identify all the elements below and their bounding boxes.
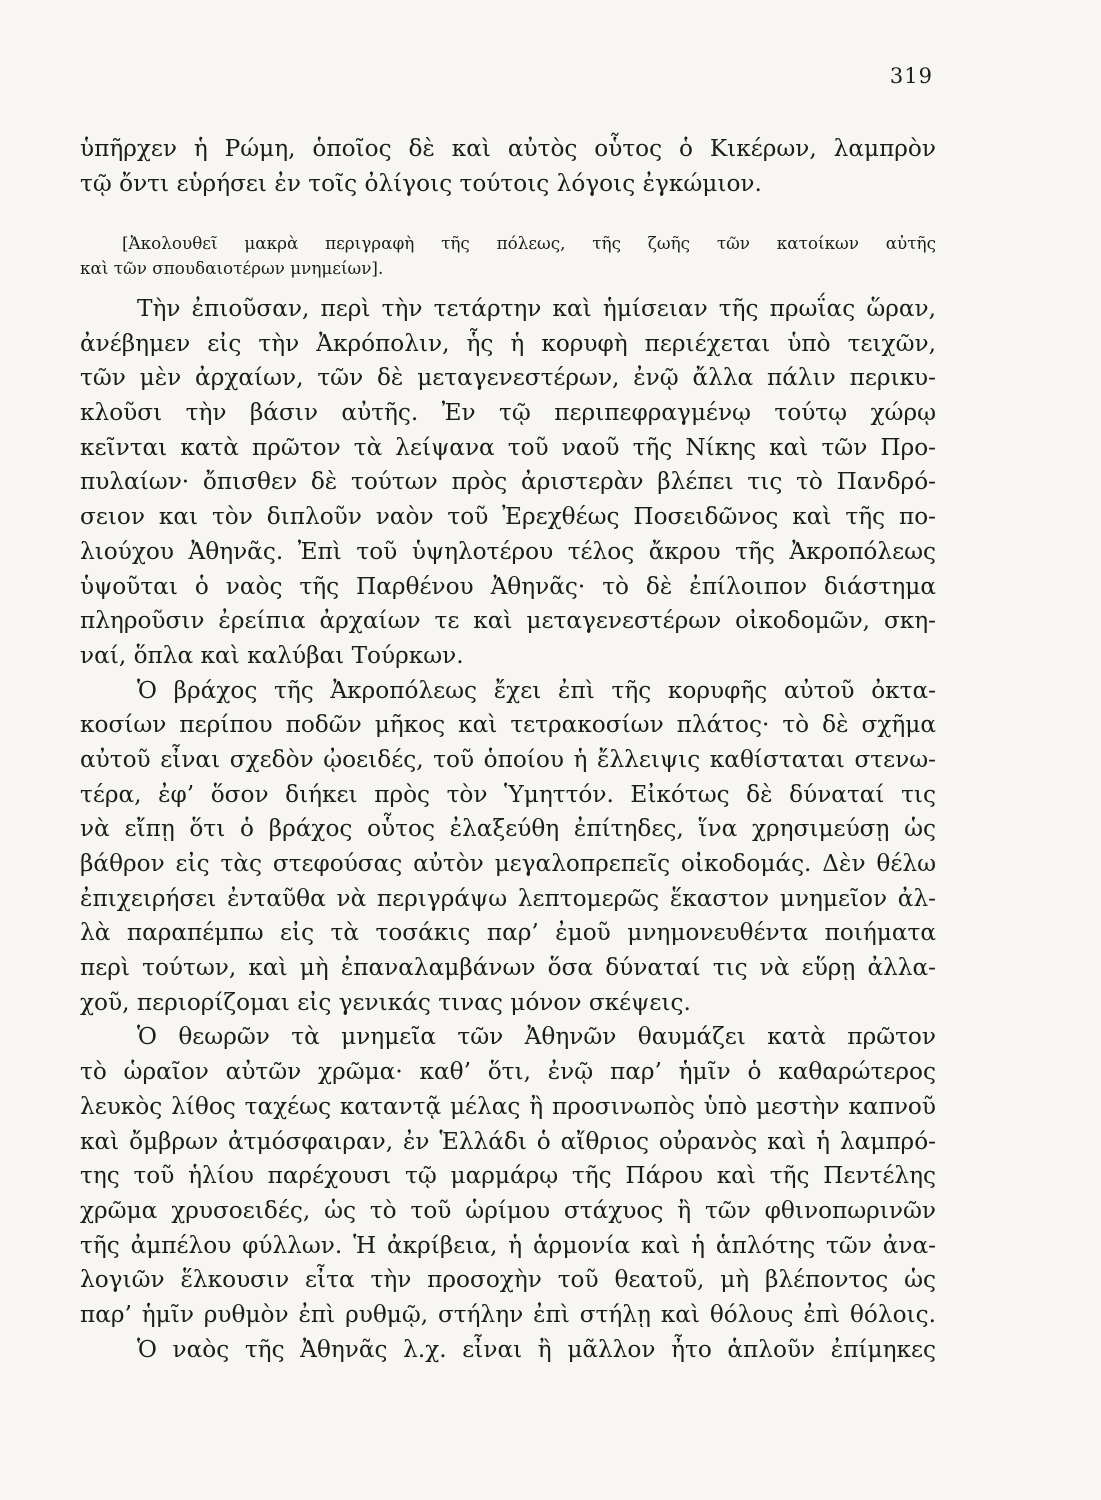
text-line: λογιῶν ἕλκουσιν εἶτα τὴν προσοχὴν τοῦ θεατοῦ, μὴ βλέποντος ὡς (80, 1266, 936, 1294)
text-line: πυλαίων· ὄπισθεν δὲ τούτων πρὸς ἀριστερὰν βλέπει τις τὸ Πανδρό- (80, 468, 936, 496)
text-line: κεῖνται κατὰ πρῶτον τὰ λείψανα τοῦ ναοῦ τῆς Νίκης καὶ τῶν Προ- (80, 433, 936, 461)
text-line: λιούχου Ἀθηνᾶς. Ἐπὶ τοῦ ὑψηλοτέρου τέλος ἄκρου τῆς Ἀκροπόλεως (80, 537, 936, 565)
main-text (80, 292, 936, 1367)
text-line: ὑπῆρχεν ἡ Ρώμη, ὁποῖος δὲ καὶ αὐτὸς οὗτος ὁ Κικέρων, λαμπρὸν (80, 135, 936, 162)
text-line: λὰ παραπέμπω εἰς τὰ τοσάκις παρ’ ἐμοῦ μνημονευθέντα ποιήματα (80, 919, 936, 947)
text-line: περὶ τούτων, καὶ μὴ ἐπαναλαμβάνων ὅσα δύναταί τις νὰ εὕρῃ ἀλλα- (80, 954, 936, 982)
text-line: παρ’ ἡμῖν ρυθμὸν ἐπὶ ρυθμῷ, στήλην ἐπὶ στήλῃ καὶ θόλους ἐπὶ θόλοις. (80, 1300, 936, 1328)
note-line: [Ἀκολουθεῖ μακρὰ περιγραφὴ τῆς πόλεως, τῆς ζωῆς τῶν κατοίκων αὐτῆς (122, 233, 936, 253)
note-line: καὶ τῶν σπουδαιοτέρων μνημείων]. (80, 258, 384, 278)
text-line: ὑψοῦται ὁ ναὸς τῆς Παρθένου Ἀθηνᾶς· τὸ δὲ ἐπίλοιπον διάστημα (80, 572, 936, 600)
text-line: νὰ εἴπῃ ὅτι ὁ βράχος οὗτος ἐλαξεύθη ἐπίτηδες, ἵνα χρησιμεύσῃ ὡς (80, 815, 936, 843)
text-line: κλοῦσι τὴν βάσιν αὐτῆς. Ἐν τῷ περιπεφραγμένῳ τούτῳ χώρῳ (80, 399, 936, 427)
text-line: βάθρον εἰς τὰς στεφούσας αὐτὸν μεγαλοπρεπεῖς οἰκοδομάς. Δὲν θέλω (80, 850, 936, 877)
text-line: της τοῦ ἡλίου παρέχουσι τῷ μαρμάρῳ τῆς Πάρου καὶ τῆς Πεντέλης (80, 1162, 936, 1190)
text-line: τῷ ὄντι εὑρήσει ἐν τοῖς ὀλίγοις τούτοις λόγοις ἐγκώμιον. (80, 169, 762, 197)
text-line: ναί, ὅπλα καὶ καλύβαι Τούρκων. (80, 641, 464, 669)
text-line: ἐπιχειρήσει ἐνταῦθα νὰ περιγράψω λεπτομερῶς ἕκαστον μνημεῖον ἀλ- (80, 884, 936, 912)
text-line: τῶν μὲν ἀρχαίων, τῶν δὲ μεταγενεστέρων, ἐνῷ ἄλλα πάλιν περικυ- (80, 364, 936, 392)
text-line: τὸ ὡραῖον αὐτῶν χρῶμα· καθ’ ὅτι, ἐνῷ παρ’ ἡμῖν ὁ καθαρώτερος (80, 1058, 936, 1086)
text-line: χοῦ, περιορίζομαι εἰς γενικάς τινας μόνον σκέψεις. (80, 988, 691, 1016)
text-line: κοσίων περίπου ποδῶν μῆκος καὶ τετρακοσίων πλάτος· τὸ δὲ σχῆμα (80, 711, 936, 739)
text-line: Τὴν ἐπιοῦσαν, περὶ τὴν τετάρτην καὶ ἡμίσειαν τῆς πρωΐας ὥραν, (137, 295, 936, 322)
text-line: καὶ ὄμβρων ἀτμόσφαιραν, ἐν Ἑλλάδι ὁ αἴθριος οὐρανὸς καὶ ἡ λαμπρό- (80, 1127, 936, 1155)
page-number: 319 (889, 64, 933, 88)
text-line: λευκὸς λίθος ταχέως καταντᾷ μέλας ἢ προσινωπὸς ὑπὸ μεστὴν καπνοῦ (80, 1092, 936, 1120)
text-line: τέρα, ἐφ’ ὅσον διήκει πρὸς τὸν Ὑμηττόν. Εἰκότως δὲ δύναταί τις (80, 780, 936, 808)
text-line: Ὁ θεωρῶν τὰ μνημεῖα τῶν Ἀθηνῶν θαυμάζει κατὰ πρῶτον (137, 1023, 936, 1051)
text-line: πληροῦσιν ἐρείπια ἀρχαίων τε καὶ μεταγενεστέρων οἰκοδομῶν, σκη- (80, 607, 936, 635)
text-line: χρῶμα χρυσοειδές, ὡς τὸ τοῦ ὡρίμου στάχυος ἢ τῶν φθινοπωρινῶν (80, 1196, 936, 1224)
text-line: Ὁ ναὸς τῆς Ἀθηνᾶς λ.χ. εἶναι ἢ μᾶλλον ἦτο ἁπλοῦν ἐπίμηκες (137, 1335, 936, 1363)
editorial-note (80, 231, 936, 281)
text-line: Ὁ βράχος τῆς Ἀκροπόλεως ἔχει ἐπὶ τῆς κορυφῆς αὐτοῦ ὀκτα- (137, 676, 936, 704)
text-line: σειον και τὸν διπλοῦν ναὸν τοῦ Ἐρεχθέως Ποσειδῶνος καὶ τῆς πο- (80, 503, 936, 531)
intro-paragraph (80, 132, 936, 201)
text-line: ἀνέβημεν εἰς τὴν Ἀκρόπολιν, ἧς ἡ κορυφὴ περιέχεται ὑπὸ τειχῶν, (80, 329, 936, 357)
text-line: τῆς ἀμπέλου φύλλων. Ἡ ἀκρίβεια, ἡ ἁρμονία καὶ ἡ ἁπλότης τῶν ἀνα- (80, 1231, 936, 1259)
text-line: αὐτοῦ εἶναι σχεδὸν ᾠοειδές, τοῦ ὁποίου ἡ ἔλλειψις καθίσταται στενω- (80, 745, 936, 773)
